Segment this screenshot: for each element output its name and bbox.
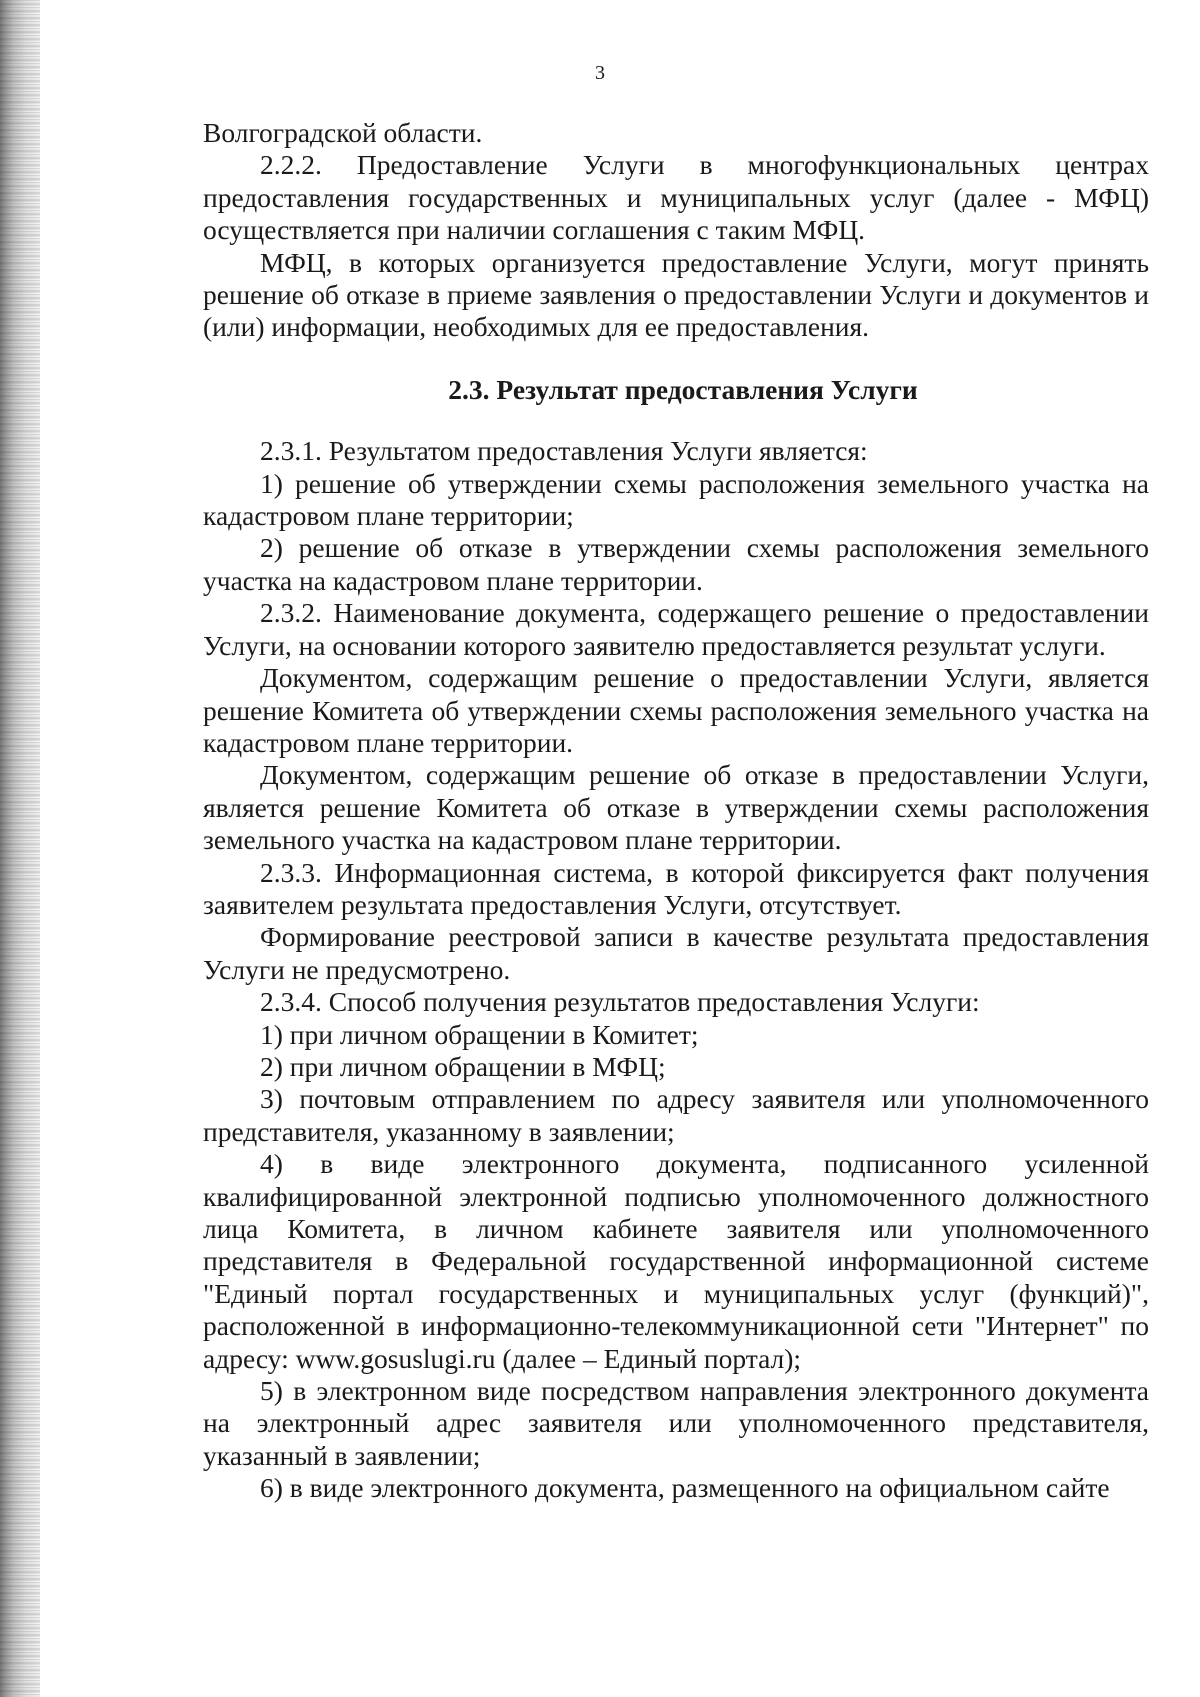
section-heading-2-3: 2.3. Результат предоставления Услуги (448, 373, 918, 405)
list-item-method-1: 1) при личном обращении в Комитет; (260, 1018, 699, 1050)
paragraph-2-3-3: 2.3.3. Информационная система, в которой фиксируется факт получения заявителем результата предоставления Услуги, отсутствует. (203, 856, 1149, 920)
scan-border-shadow (0, 0, 40, 1697)
list-item-result-1: 1) решение об утверждении схемы расположения земельного участка на кадастровом плане территории; (203, 467, 1149, 532)
list-item-method-3: 3) почтовым отправлением по адресу заявителя или уполномоченного представителя, указанному в заявлении; (203, 1083, 1149, 1147)
paragraph-decision-document: Документом, содержащим решение о предоставлении Услуги, является решение Комитета об утверждении схемы расположения земельного участка на кадастровом плане территории. (203, 662, 1149, 758)
list-item-result-2: 2) решение об отказе в утверждении схемы расположения земельного участка на кадастровом плане территории. (203, 532, 1149, 596)
paragraph-2-3-1: 2.3.1. Результатом предоставления Услуги является: (260, 435, 868, 467)
paragraph-2-2-2: 2.2.2. Предоставление Услуги в многофункциональных центрах предоставления государственных и муниципальных услуг (далее - МФЦ) осуществляется при наличии соглашения с таким МФЦ. (203, 149, 1149, 246)
list-item-method-6: 6) в виде электронного документа, размещенного на официальном сайте (260, 1472, 1110, 1504)
page-number: 3 (595, 62, 605, 84)
paragraph-refusal-document: Документом, содержащим решение об отказе в предоставлении Услуги, является решение Комитета об отказе в утверждении схемы расположения земельного участка на кадастровом плане территории. (203, 759, 1149, 856)
paragraph-2-3-2: 2.3.2. Наименование документа, содержащего решение о предоставлении Услуги, на основании которого заявителю предоставляется результат услуги. (203, 597, 1149, 661)
list-item-method-4: 4) в виде электронного документа, подписанного усиленной квалифицированной электронной подписью уполномоченного должностного лица Комитета, в личном кабинете заявителя или уполномоченного представителя в Федеральной государственной информационной системе "Единый портал государственных и муниципальных услуг (функций)", расположенной в информационно-телекоммуникационной сети "Интернет" по адресу: www.gosuslugi.ru (далее – Единый портал); (203, 1148, 1149, 1374)
paragraph-mfc-refusal: МФЦ, в которых организуется предоставление Услуги, могут принять решение об отказе в приеме заявления о предоставлении Услуги и документов и (или) информации, необходимых для ее предоставления. (203, 246, 1149, 343)
paragraph-registry-record: Формирование реестровой записи в качестве результата предоставления Услуги не предусмотрено. (203, 921, 1149, 985)
list-item-method-5: 5) в электронном виде посредством направления электронного документа на электронный адрес заявителя или уполномоченного представителя, указанный в заявлении; (203, 1375, 1149, 1471)
paragraph-continuation: Волгоградской области. (203, 117, 483, 148)
list-item-method-2: 2) при личном обращении в МФЦ; (260, 1050, 666, 1082)
paragraph-2-3-4: 2.3.4. Способ получения результатов предоставления Услуги: (260, 986, 980, 1018)
document-body (203, 117, 1149, 1505)
